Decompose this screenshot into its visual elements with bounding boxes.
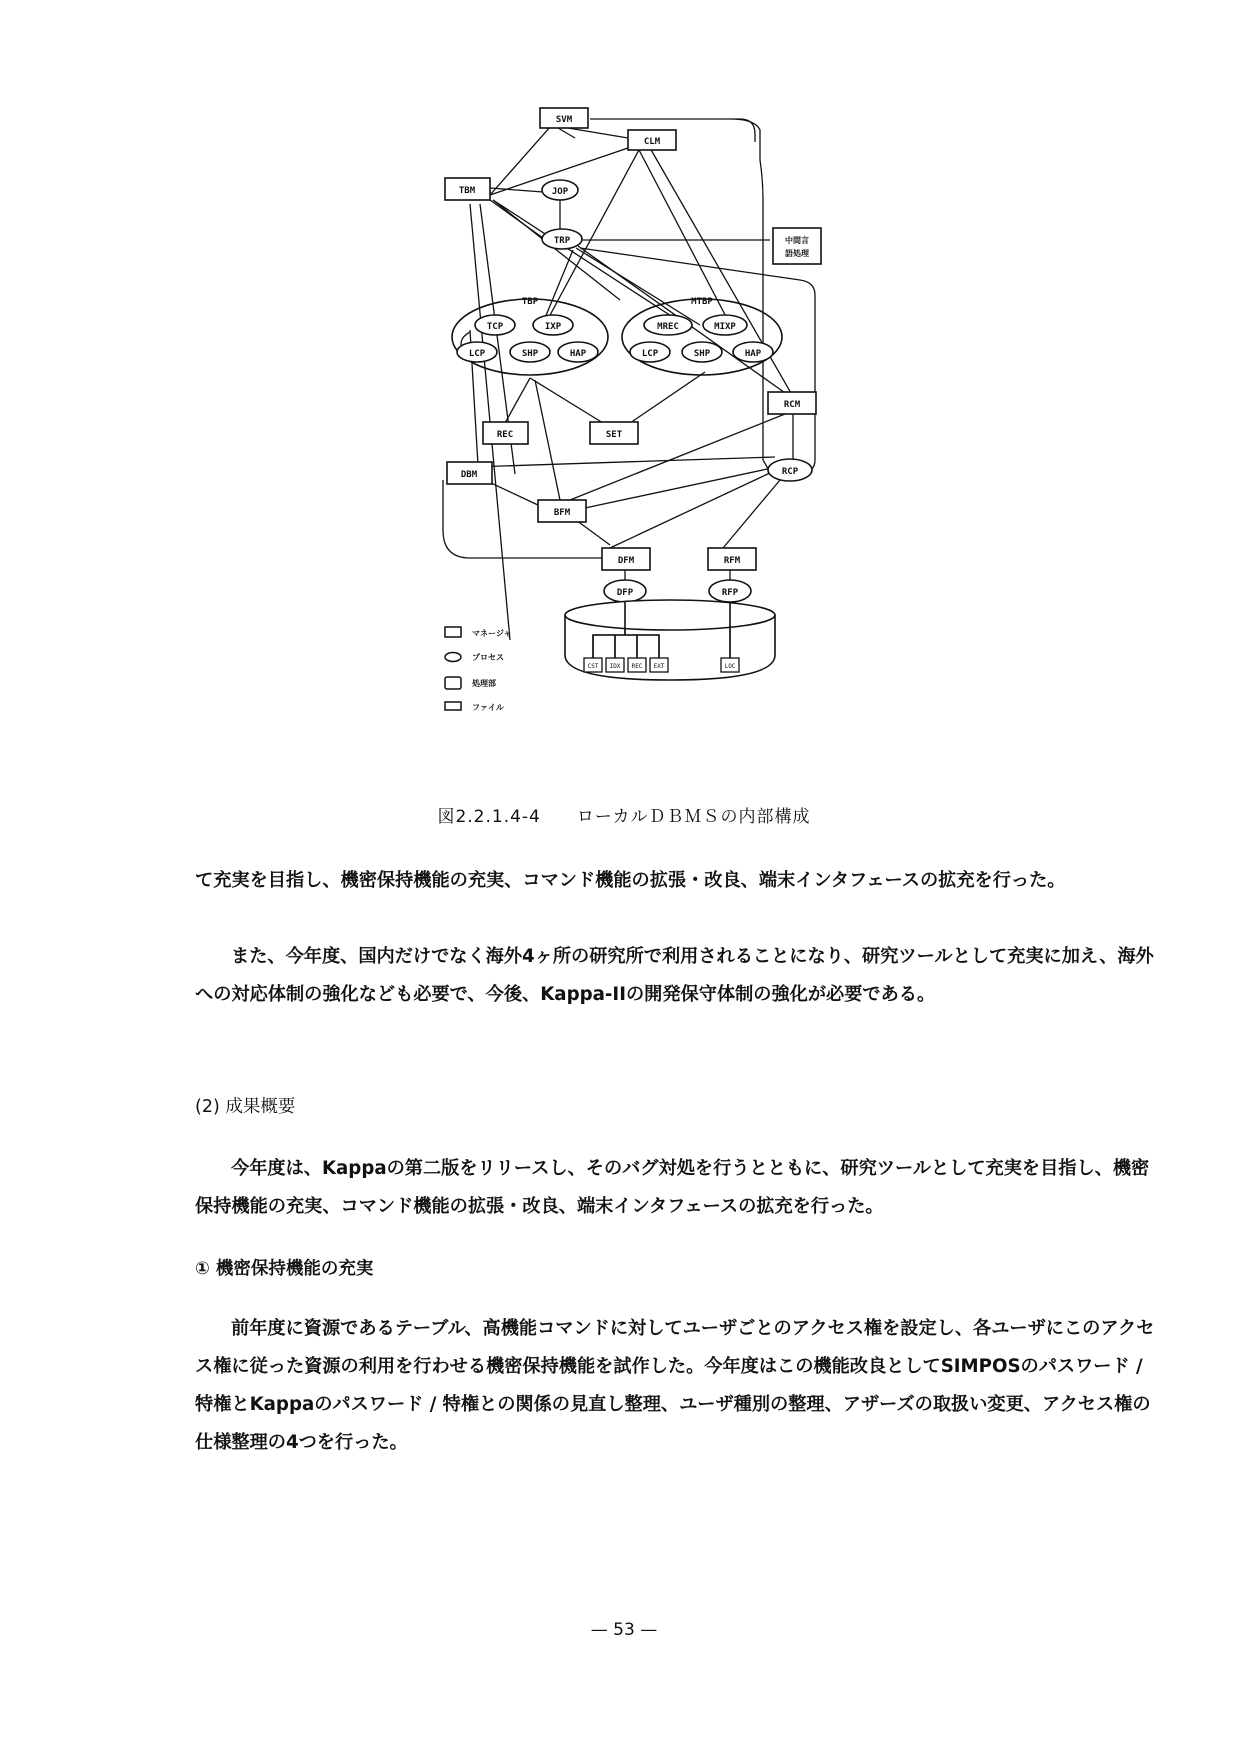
section-heading-2: (2) 成果概要: [195, 1097, 296, 1117]
lcp-label-1: LCP: [468, 349, 486, 359]
file-label-cst: CST: [587, 663, 599, 670]
legend-unit-swatch: [445, 677, 461, 689]
intermediate-label-1: 中間言: [785, 236, 809, 245]
legend-process-swatch: [445, 653, 461, 662]
rcm-label: RCM: [783, 400, 801, 410]
subsection-heading-1: ① 機密保持機能の充実: [195, 1259, 374, 1279]
connection-lines: [443, 118, 815, 658]
trp-label: TRP: [553, 236, 571, 246]
mrec-label: MREC: [657, 322, 679, 332]
legend-manager-label: マネージャ: [472, 629, 512, 638]
manager-boxes: [445, 108, 821, 570]
set-label: SET: [605, 430, 623, 440]
legend-file-swatch: [445, 702, 461, 710]
hap-label-1: HAP: [569, 349, 587, 359]
tcp-label: TCP: [486, 322, 504, 332]
file-labels: [588, 663, 736, 670]
legend-unit-label: 処理部: [472, 679, 496, 688]
mtbp-group: [622, 299, 782, 375]
legend-file-label: ファイル: [472, 703, 504, 712]
hap-label-2: HAP: [744, 349, 762, 359]
file-label-rec: REC: [631, 663, 643, 670]
lcp-label-2: LCP: [641, 349, 659, 359]
rfm-label: RFM: [723, 556, 741, 566]
rfp-label: RFP: [721, 588, 739, 598]
ixp-label: IXP: [544, 322, 562, 332]
shp-label-1: SHP: [521, 349, 539, 359]
intermediate-box: [773, 228, 821, 264]
paragraph-2: また、今年度、国内だけでなく海外4ヶ所の研究所で利用されることになり、研究ツールとして充実に加え、海外への対応体制の強化なども必要で、今後、Kappa-IIの開発保守体制の強化が必要である。: [195, 946, 1154, 1005]
page-number: — 53 —: [590, 1620, 658, 1640]
paragraph-4: 前年度に資源であるテーブル、高機能コマンドに対してユーザごとのアクセス権を設定し、各ユーザにこのアクセス権に従った資源の利用を行わせる機密保持機能を試作した。今年度はこの機能改良としてSIMPOSのパスワード / 特権とKappaのパスワード / 特権との関係の見直し整理、ユーザ種別の整理、アザーズの取扱い変更、アクセス権の仕様整理の4つを行った。: [195, 1318, 1155, 1453]
legend: [445, 627, 512, 712]
tbm-label: TBM: [458, 186, 476, 196]
tbp-label: TBP: [521, 297, 539, 307]
dbms-architecture-diagram: [430, 100, 930, 740]
rcp-label: RCP: [781, 467, 799, 477]
mtbp-label: MTBP: [691, 297, 713, 307]
legend-process-label: プロセス: [472, 653, 504, 662]
mixp-label: MIXP: [714, 322, 736, 332]
svm-label: SVM: [555, 115, 573, 125]
paragraph-1: て充実を目指し、機密保持機能の充実、コマンド機能の拡張・改良、端末インタフェースの拡充を行った。: [195, 870, 1066, 891]
clm-label: CLM: [643, 137, 661, 147]
file-label-loc: LOC: [724, 663, 736, 670]
tbp-group: [452, 299, 608, 375]
shp-label-2: SHP: [693, 349, 711, 359]
process-ellipses: [457, 180, 812, 602]
group-ellipses: [452, 299, 782, 375]
figure-caption: 図2.2.1.4-4 ローカルＤＢＭＳの内部構成: [437, 807, 811, 827]
paragraph-3: 今年度は、Kappaの第二版をリリースし、そのバグ対処を行うとともに、研究ツールとして充実を目指し、機密保持機能の充実、コマンド機能の拡張・改良、端末インタフェースの拡充を行った。: [195, 1158, 1150, 1217]
dbm-label: DBM: [460, 470, 478, 480]
file-label-idx: IDX: [609, 663, 621, 670]
rec-label: REC: [496, 430, 514, 440]
jop-label: JOP: [551, 187, 569, 197]
dfm-label: DFM: [617, 556, 635, 566]
dfp-label: DFP: [616, 588, 634, 598]
file-label-ext: EXT: [653, 663, 665, 670]
bfm-label: BFM: [553, 508, 571, 518]
intermediate-label-2: 語処理: [785, 249, 809, 258]
legend-manager-swatch: [445, 627, 461, 637]
